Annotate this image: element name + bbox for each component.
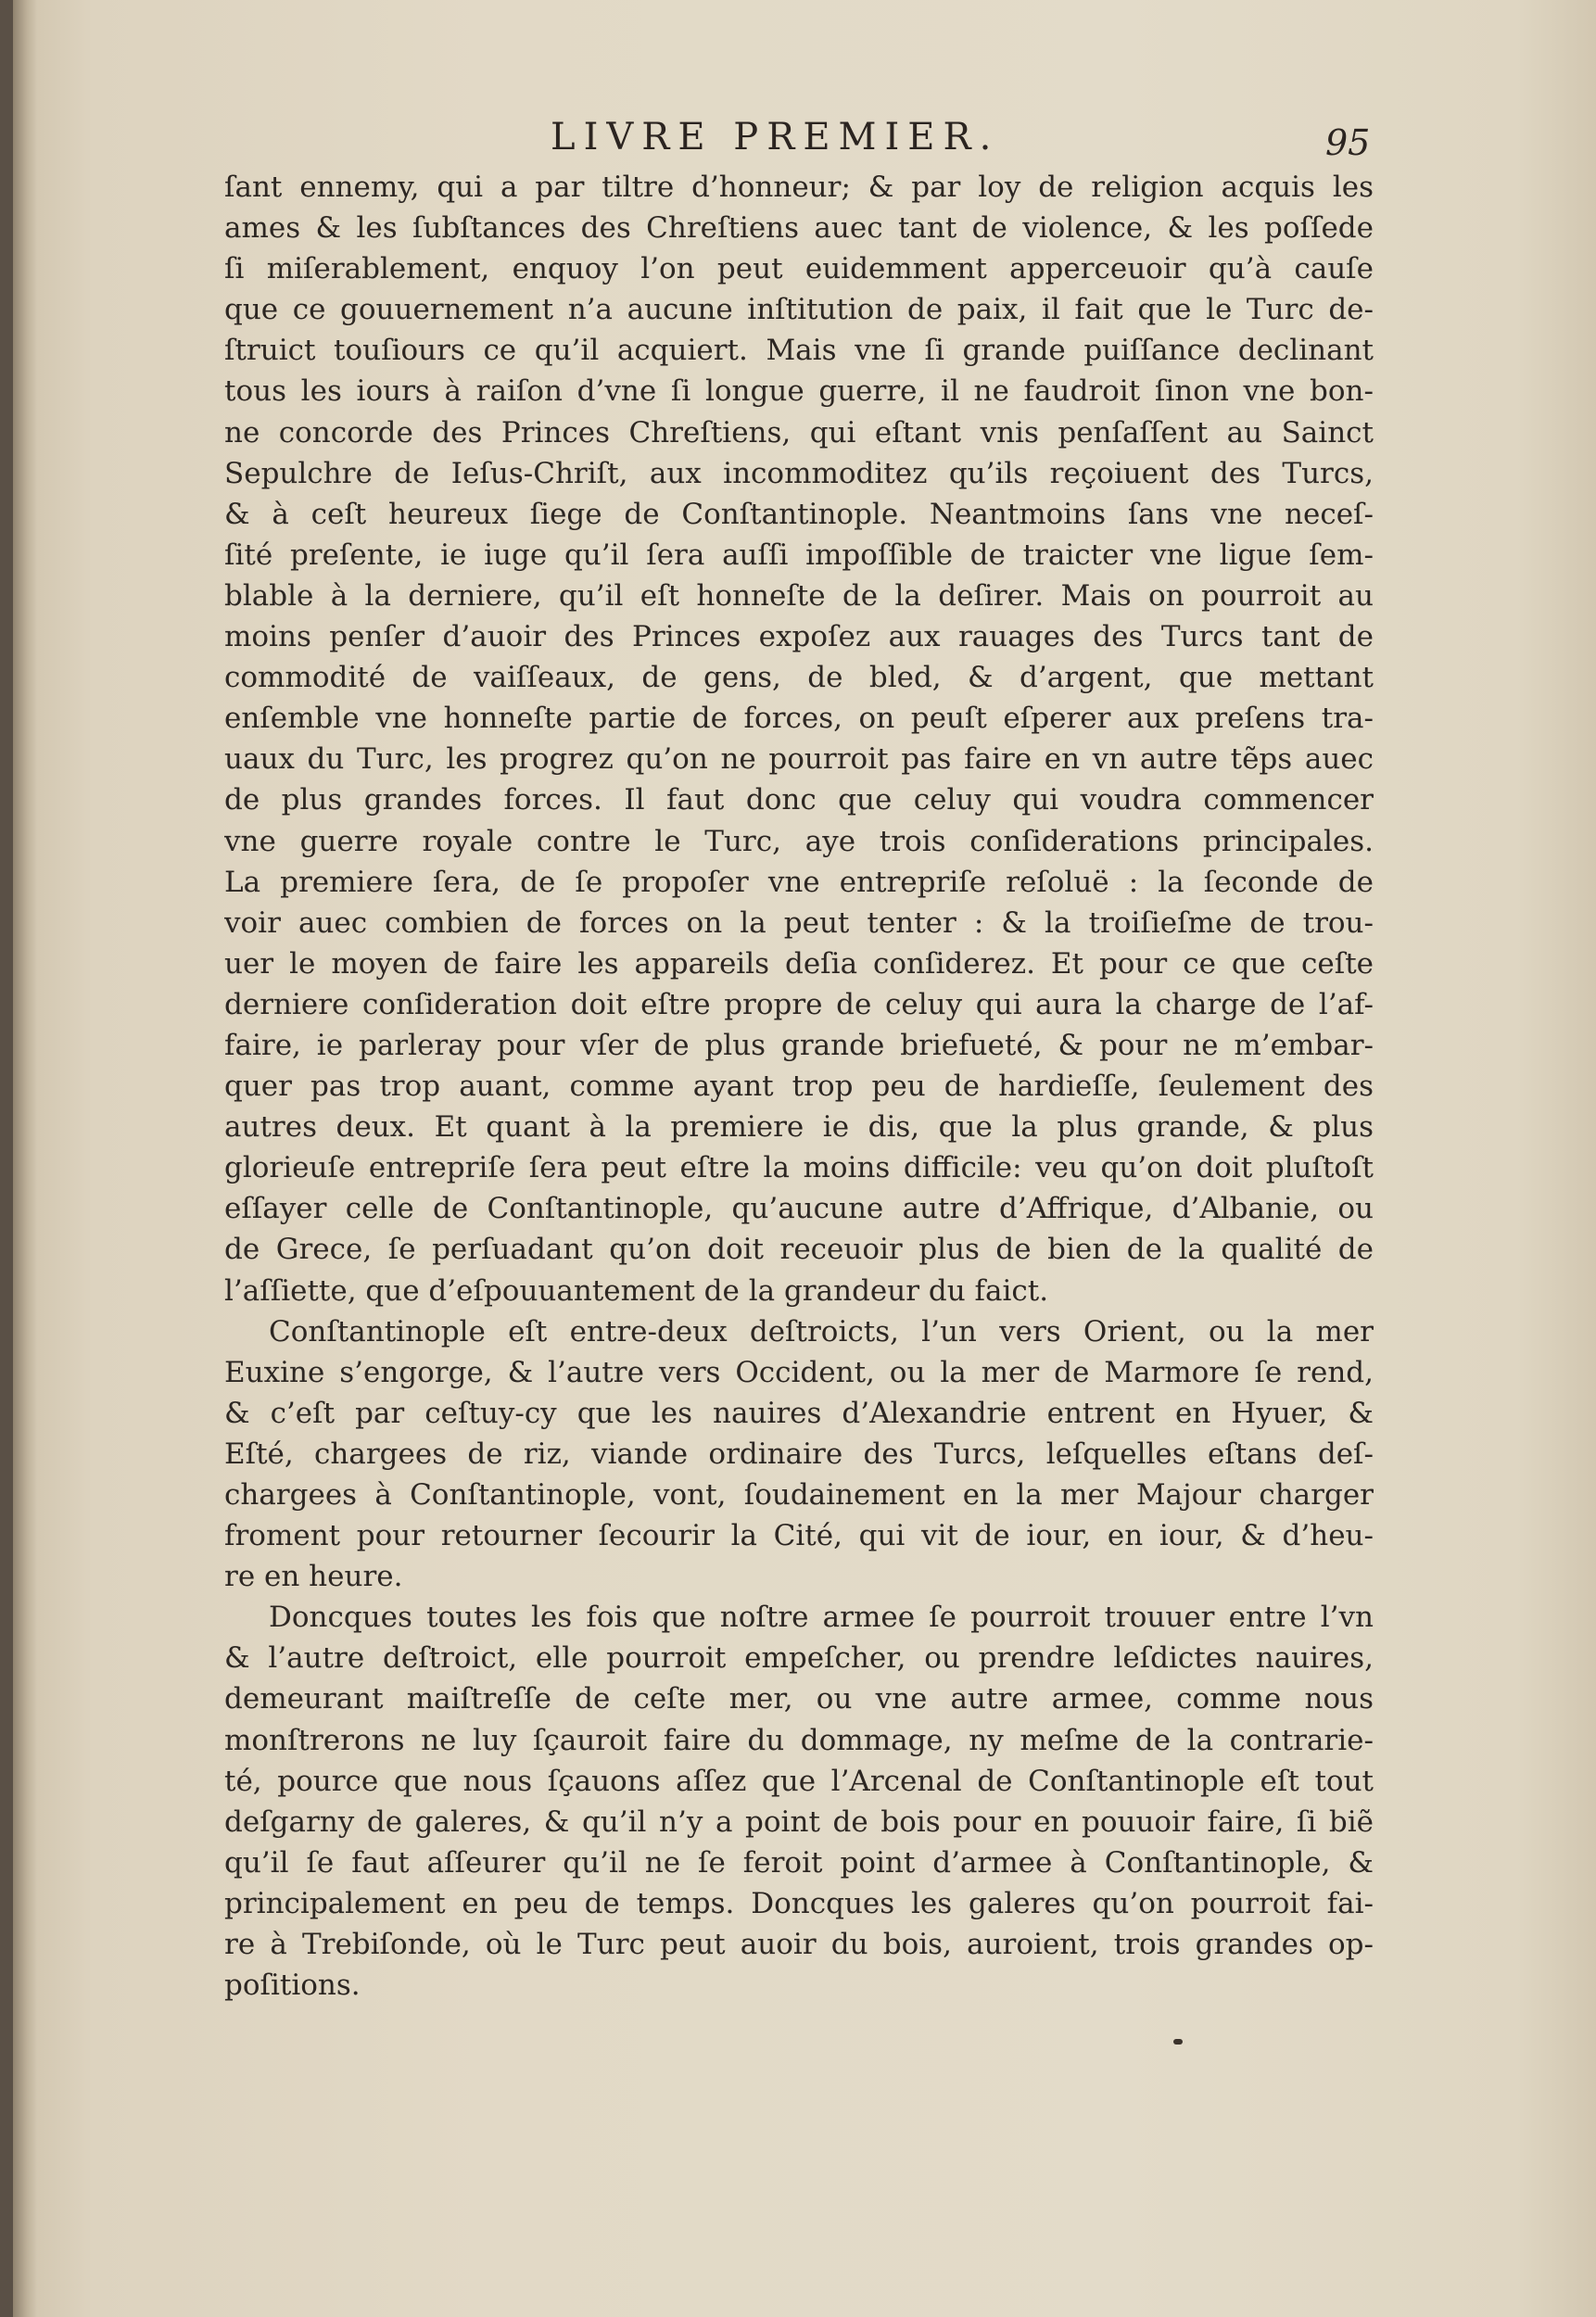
text-line: & c’eſt par ceſtuy-cy que les nauires d’Alexandrie entrent en Hyuer, & [224,1396,1374,1430]
text-line: qu’il ſe faut aſſeurer qu’il ne ſe feroit point d’armee à Conſtantinople, & [224,1845,1374,1880]
text-line: & à ceſt heureux ſiege de Conſtantinople. Neantmoins ſans vne neceſ- [224,497,1374,531]
text-line: chargees à Conſtantinople, vont, ſoudainement en la mer Majour charger [224,1478,1374,1512]
text-line: ſité preſente, ie iuge qu’il ſera auſſi impoſſible de traicter vne ligue ſem- [224,538,1374,572]
text-line: Conſtantinople eſt entre-deux deſtroicts, l’un vers Orient, ou la mer [269,1314,1374,1348]
text-line: que ce gouuernement n’a aucune inſtitution de paix, il fait que le Turc de- [224,293,1374,327]
text-line: ſant ennemy, qui a par tiltre d’honneur; & par loy de religion acquis les [224,171,1374,204]
page-header [13,109,1596,165]
text-line: Doncques toutes les fois que noſtre armee ſe pourroit trouuer entre l’vn [269,1601,1374,1635]
text-line: Eſté, chargees de riz, viande ordinaire des Turcs, leſquelles eſtans deſ- [224,1437,1374,1471]
text-line: demeurant maiſtreſſe de ceſte mer, ou vne autre armee, comme nous [224,1682,1374,1716]
text-line: té, pource que nous ſçauons aſſez que l’Arcenal de Conſtantinople eſt tout [224,1764,1374,1798]
text-line: enſemble vne honneſte partie de forces, on peuſt eſperer aux preſens tra- [224,702,1374,736]
text-line: uaux du Turc, les progrez qu’on ne pourroit pas faire en vn autre tẽps auec [224,742,1374,777]
text-line: faire, ie parleray pour vſer de plus grande briefueté, & pour ne m’embar- [224,1028,1374,1062]
text-line: froment pour retourner ſecourir la Cité, qui vit de iour, en iour, & d’heu- [224,1519,1374,1553]
text-line: moins penſer d’auoir des Princes expoſez aux rauages des Turcs tant de [224,620,1374,654]
text-line: de plus grandes forces. Il faut donc que celuy qui voudra commencer [224,783,1374,817]
text-line: voir auec combien de forces on la peut tenter : & la troiſieſme de trou- [224,905,1374,940]
text-line: derniere conſideration doit eſtre propre de celuy qui aura la charge de l’af- [224,987,1374,1021]
text-line: poſitions. [224,1969,361,2003]
page-number: 95 [1325,122,1371,163]
text-line: tous les iours à raiſon d’vne ſi longue guerre, il ne faudroit ſinon vne bon- [224,374,1374,409]
text-line: ſi miſerablement, enquoy l’on peut euidemment apperceuoir qu’à cauſe [224,252,1374,286]
running-title: LIVRE PREMIER. [551,116,1000,158]
text-line: ne concorde des Princes Chreſtiens, qui eſtant vnis penſaſſent au Sainct [224,415,1374,449]
text-line: l’aſſiette, que d’eſpouuantement de la grandeur du faict. [224,1273,1049,1308]
text-line: monſtrerons ne luy ſçauroit faire du dommage, ny meſme de la contrarie- [224,1723,1374,1757]
book-page [13,0,1596,2317]
text-line: autres deux. Et quant à la premiere ie dis, que la plus grande, & plus [224,1110,1374,1145]
text-line: uer le moyen de faire les appareils deſia conſiderez. Et pour ce que ceſte [224,946,1374,981]
text-line: vne guerre royale contre le Turc, aye trois conſiderations principales. [224,824,1374,858]
text-line: Euxine s’engorge, & l’autre vers Occident, ou la mer de Marmore ſe rend, [224,1355,1374,1389]
text-line: ſtruict touſiours ce qu’il acquiert. Mais vne ſi grande puiſſance declinant [224,334,1374,368]
text-line: blable à la derniere, qu’il eſt honneſte de la deſirer. Mais on pourroit au [224,578,1374,613]
text-line: La premiere ſera, de ſe propoſer vne entrepriſe reſoluë : la ſeconde de [224,865,1374,899]
text-line: Sepulchre de Ieſus-Chriſt, aux incommoditez qu’ils reçoiuent des Turcs, [224,456,1374,490]
text-line: commodité de vaiſſeaux, de gens, de bled, & d’argent, que mettant [224,661,1374,695]
text-line: de Grece, ſe perſuadant qu’on doit receuoir plus de bien de la qualité de [224,1233,1374,1267]
text-line: principalement en peu de temps. Doncques les galeres qu’on pourroit fai- [224,1886,1374,1920]
text-line: deſgarny de galeres, & qu’il n’y a point de bois pour en pouuoir faire, ſi biẽ [224,1804,1374,1839]
text-line: & l’autre deſtroict, elle pourroit empeſcher, ou prendre leſdictes nauires, [224,1641,1374,1676]
text-line: ames & les ſubſtances des Chreſtiens auec tant de violence, & les poſſede [224,211,1374,246]
text-line: quer pas trop auant, comme ayant trop peu de hardieſſe, ſeulement des [224,1070,1374,1104]
body-text [224,167,1374,2006]
text-line: glorieuſe entrepriſe ſera peut eſtre la moins difficile: veu qu’on doit pluſtoſt [224,1151,1374,1185]
text-line: eſſayer celle de Conſtantinople, qu’aucune autre d’Affrique, d’Albanie, ou [224,1192,1374,1226]
ink-spot [1173,2039,1183,2045]
text-line: re à Trebiſonde, où le Turc peut auoir du bois, auroient, trois grandes op- [224,1928,1374,1962]
text-line: re en heure. [224,1560,403,1594]
